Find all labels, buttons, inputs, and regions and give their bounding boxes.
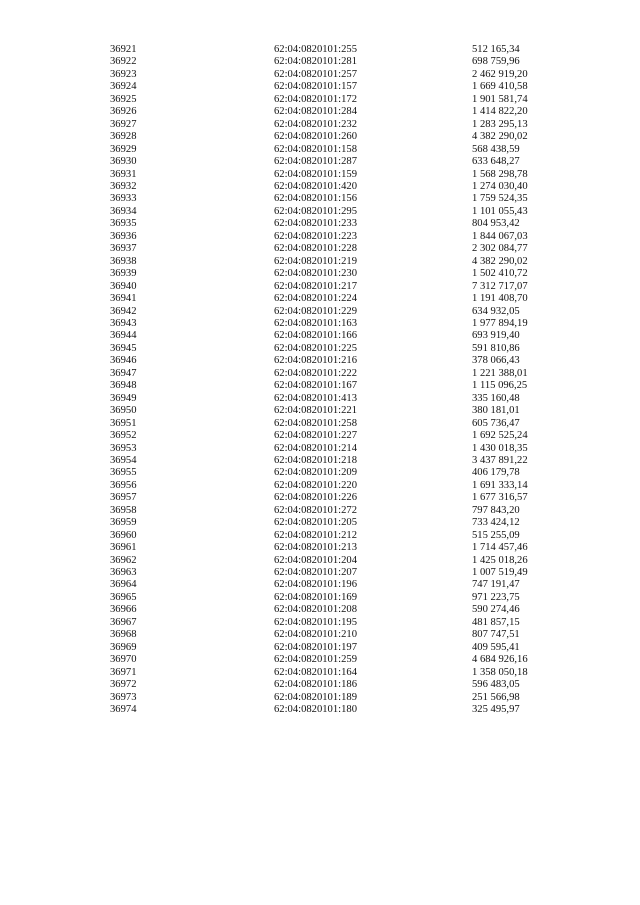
row-number-cell: 36973	[110, 691, 137, 703]
cadastral-value-cell: 251 566,98	[472, 691, 520, 703]
cadastral-value-cell: 4 684 926,16	[472, 654, 528, 666]
cadastral-number-cell: 62:04:0820101:216	[274, 355, 357, 367]
table-row	[110, 231, 592, 243]
cadastral-number-cell: 62:04:0820101:228	[274, 243, 357, 255]
cadastral-value-cell: 634 932,05	[472, 305, 520, 317]
cadastral-value-cell: 1 714 457,46	[472, 542, 528, 554]
cadastral-value-cell: 568 438,59	[472, 143, 520, 155]
cadastral-value-cell: 1 691 333,14	[472, 479, 528, 491]
cadastral-number-cell: 62:04:0820101:224	[274, 293, 357, 305]
row-number-cell: 36931	[110, 168, 137, 180]
cadastral-number-cell: 62:04:0820101:219	[274, 255, 357, 267]
cadastral-number-cell: 62:04:0820101:212	[274, 529, 357, 541]
cadastral-value-cell: 1 101 055,43	[472, 205, 528, 217]
cadastral-value-cell: 515 255,09	[472, 529, 520, 541]
cadastral-number-cell: 62:04:0820101:258	[274, 417, 357, 429]
row-number-cell: 36965	[110, 591, 137, 603]
row-number-cell: 36936	[110, 230, 137, 242]
row-number-cell: 36925	[110, 93, 137, 105]
cadastral-value-cell: 971 223,75	[472, 591, 520, 603]
cadastral-number-cell: 62:04:0820101:197	[274, 641, 357, 653]
cadastral-number-cell: 62:04:0820101:164	[274, 666, 357, 678]
table-body	[110, 44, 592, 716]
table-row	[110, 293, 592, 305]
table-row	[110, 144, 592, 156]
row-number-cell: 36940	[110, 280, 137, 292]
cadastral-number-cell: 62:04:0820101:207	[274, 567, 357, 579]
cadastral-number-cell: 62:04:0820101:204	[274, 554, 357, 566]
table-row	[110, 604, 592, 616]
cadastral-number-cell: 62:04:0820101:210	[274, 629, 357, 641]
table-row	[110, 579, 592, 591]
cadastral-number-cell: 62:04:0820101:158	[274, 143, 357, 155]
cadastral-value-cell: 633 648,27	[472, 156, 520, 168]
row-number-cell: 36927	[110, 118, 137, 130]
table-row	[110, 44, 592, 56]
row-number-cell: 36945	[110, 342, 137, 354]
row-number-cell: 36930	[110, 156, 137, 168]
table-row	[110, 94, 592, 106]
row-number-cell: 36959	[110, 517, 137, 529]
table-row	[110, 355, 592, 367]
row-number-cell: 36960	[110, 529, 137, 541]
cadastral-number-cell: 62:04:0820101:189	[274, 691, 357, 703]
cadastral-number-cell: 62:04:0820101:255	[274, 44, 357, 55]
table-row	[110, 268, 592, 280]
row-number-cell: 36933	[110, 193, 137, 205]
row-number-cell: 36968	[110, 629, 137, 641]
cadastral-value-cell: 1 568 298,78	[472, 168, 528, 180]
row-number-cell: 36932	[110, 180, 137, 192]
row-number-cell: 36961	[110, 542, 137, 554]
cadastral-value-cell: 1 191 408,70	[472, 293, 528, 305]
cadastral-value-cell: 1 007 519,49	[472, 567, 528, 579]
table-row	[110, 704, 592, 716]
cadastral-value-cell: 1 677 316,57	[472, 492, 528, 504]
row-number-cell: 36942	[110, 305, 137, 317]
table-row	[110, 106, 592, 118]
cadastral-value-cell: 3 437 891,22	[472, 454, 528, 466]
cadastral-value-cell: 325 495,97	[472, 704, 520, 716]
row-number-cell: 36924	[110, 81, 137, 93]
cadastral-value-cell: 804 953,42	[472, 218, 520, 230]
row-number-cell: 36926	[110, 106, 137, 118]
cadastral-number-cell: 62:04:0820101:209	[274, 467, 357, 479]
row-number-cell: 36947	[110, 367, 137, 379]
table-row	[110, 243, 592, 255]
cadastral-value-cell: 409 595,41	[472, 641, 520, 653]
row-number-cell: 36935	[110, 218, 137, 230]
cadastral-value-cell: 1 844 067,03	[472, 230, 528, 242]
cadastral-value-cell: 378 066,43	[472, 355, 520, 367]
cadastral-number-cell: 62:04:0820101:257	[274, 68, 357, 80]
cadastral-value-cell: 4 382 290,02	[472, 255, 528, 267]
table-row	[110, 542, 592, 554]
row-number-cell: 36922	[110, 56, 137, 68]
row-number-cell: 36967	[110, 616, 137, 628]
cadastral-value-cell: 590 274,46	[472, 604, 520, 616]
cadastral-number-cell: 62:04:0820101:169	[274, 591, 357, 603]
row-number-cell: 36964	[110, 579, 137, 591]
table-row	[110, 443, 592, 455]
row-number-cell: 36974	[110, 704, 137, 716]
table-row	[110, 467, 592, 479]
cadastral-number-cell: 62:04:0820101:287	[274, 156, 357, 168]
cadastral-number-cell: 62:04:0820101:225	[274, 342, 357, 354]
row-number-cell: 36962	[110, 554, 137, 566]
table-row	[110, 318, 592, 330]
cadastral-value-cell: 1 759 524,35	[472, 193, 528, 205]
table-row	[110, 156, 592, 168]
cadastral-value-cell: 747 191,47	[472, 579, 520, 591]
cadastral-number-cell: 62:04:0820101:281	[274, 56, 357, 68]
cadastral-number-cell: 62:04:0820101:180	[274, 704, 357, 716]
table-row	[110, 430, 592, 442]
cadastral-value-cell: 733 424,12	[472, 517, 520, 529]
cadastral-value-cell: 1 669 410,58	[472, 81, 528, 93]
table-row	[110, 193, 592, 205]
table-row	[110, 692, 592, 704]
cadastral-value-cell: 1 283 295,13	[472, 118, 528, 130]
table-row	[110, 393, 592, 405]
table-row	[110, 455, 592, 467]
table-row	[110, 405, 592, 417]
table-row	[110, 343, 592, 355]
cadastral-value-cell: 406 179,78	[472, 467, 520, 479]
cadastral-number-cell: 62:04:0820101:230	[274, 268, 357, 280]
table-row	[110, 368, 592, 380]
table-row	[110, 480, 592, 492]
table-row	[110, 330, 592, 342]
table-row	[110, 81, 592, 93]
cadastral-value-cell: 1 358 050,18	[472, 666, 528, 678]
cadastral-value-cell: 4 382 290,02	[472, 131, 528, 143]
row-number-cell: 36934	[110, 205, 137, 217]
table-row	[110, 181, 592, 193]
cadastral-value-cell: 1 425 018,26	[472, 554, 528, 566]
cadastral-number-cell: 62:04:0820101:232	[274, 118, 357, 130]
cadastral-number-cell: 62:04:0820101:259	[274, 654, 357, 666]
cadastral-number-cell: 62:04:0820101:233	[274, 218, 357, 230]
row-number-cell: 36972	[110, 679, 137, 691]
table-row	[110, 218, 592, 230]
cadastral-number-cell: 62:04:0820101:186	[274, 679, 357, 691]
cadastral-value-cell: 693 919,40	[472, 330, 520, 342]
row-number-cell: 36957	[110, 492, 137, 504]
cadastral-value-cell: 380 181,01	[472, 405, 520, 417]
table-row	[110, 492, 592, 504]
cadastral-number-cell: 62:04:0820101:218	[274, 454, 357, 466]
cadastral-number-cell: 62:04:0820101:295	[274, 205, 357, 217]
row-number-cell: 36943	[110, 317, 137, 329]
cadastral-value-cell: 1 901 581,74	[472, 93, 528, 105]
table-row	[110, 306, 592, 318]
cadastral-number-cell: 62:04:0820101:172	[274, 93, 357, 105]
cadastral-value-cell: 2 462 919,20	[472, 68, 528, 80]
table-row	[110, 119, 592, 131]
table-row	[110, 206, 592, 218]
table-row	[110, 169, 592, 181]
cadastral-number-cell: 62:04:0820101:213	[274, 542, 357, 554]
row-number-cell: 36955	[110, 467, 137, 479]
cadastral-number-cell: 62:04:0820101:272	[274, 504, 357, 516]
cadastral-value-cell: 2 302 084,77	[472, 243, 528, 255]
cadastral-number-cell: 62:04:0820101:226	[274, 492, 357, 504]
cadastral-value-cell: 512 165,34	[472, 44, 520, 55]
table-row	[110, 380, 592, 392]
table-row	[110, 679, 592, 691]
cadastral-number-cell: 62:04:0820101:413	[274, 392, 357, 404]
cadastral-number-cell: 62:04:0820101:196	[274, 579, 357, 591]
row-number-cell: 36949	[110, 392, 137, 404]
cadastral-number-cell: 62:04:0820101:217	[274, 280, 357, 292]
table-row	[110, 281, 592, 293]
cadastral-number-cell: 62:04:0820101:167	[274, 380, 357, 392]
row-number-cell: 36939	[110, 268, 137, 280]
row-number-cell: 36951	[110, 417, 137, 429]
cadastral-value-cell: 698 759,96	[472, 56, 520, 68]
row-number-cell: 36946	[110, 355, 137, 367]
table-row	[110, 567, 592, 579]
cadastral-number-cell: 62:04:0820101:195	[274, 616, 357, 628]
table-row	[110, 555, 592, 567]
cadastral-value-cell: 807 747,51	[472, 629, 520, 641]
cadastral-number-cell: 62:04:0820101:214	[274, 442, 357, 454]
cadastral-value-cell: 481 857,15	[472, 616, 520, 628]
cadastral-value-cell: 1 274 030,40	[472, 180, 528, 192]
table-row	[110, 629, 592, 641]
row-number-cell: 36928	[110, 131, 137, 143]
cadastral-number-cell: 62:04:0820101:157	[274, 81, 357, 93]
row-number-cell: 36954	[110, 454, 137, 466]
cadastral-value-cell: 1 692 525,24	[472, 430, 528, 442]
cadastral-number-cell: 62:04:0820101:208	[274, 604, 357, 616]
cadastral-number-cell: 62:04:0820101:156	[274, 193, 357, 205]
table-row	[110, 69, 592, 81]
cadastral-value-cell: 1 977 894,19	[472, 317, 528, 329]
cadastral-value-cell: 797 843,20	[472, 504, 520, 516]
row-number-cell: 36971	[110, 666, 137, 678]
row-number-cell: 36937	[110, 243, 137, 255]
table-row	[110, 592, 592, 604]
cadastral-value-cell: 7 312 717,07	[472, 280, 528, 292]
cadastral-number-cell: 62:04:0820101:420	[274, 180, 357, 192]
table-row	[110, 505, 592, 517]
row-number-cell: 36963	[110, 567, 137, 579]
row-number-cell: 36921	[110, 44, 137, 55]
row-number-cell: 36953	[110, 442, 137, 454]
table-row	[110, 642, 592, 654]
cadastral-number-cell: 62:04:0820101:205	[274, 517, 357, 529]
row-number-cell: 36938	[110, 255, 137, 267]
cadastral-number-cell: 62:04:0820101:222	[274, 367, 357, 379]
row-number-cell: 36956	[110, 479, 137, 491]
row-number-cell: 36950	[110, 405, 137, 417]
row-number-cell: 36929	[110, 143, 137, 155]
cadastral-number-cell: 62:04:0820101:227	[274, 430, 357, 442]
cadastral-value-cell: 605 736,47	[472, 417, 520, 429]
cadastral-value-cell: 1 502 410,72	[472, 268, 528, 280]
cadastral-value-table	[110, 44, 592, 716]
cadastral-value-cell: 1 115 096,25	[472, 380, 528, 392]
row-number-cell: 36923	[110, 68, 137, 80]
cadastral-number-cell: 62:04:0820101:159	[274, 168, 357, 180]
cadastral-number-cell: 62:04:0820101:260	[274, 131, 357, 143]
table-row	[110, 56, 592, 68]
table-row	[110, 418, 592, 430]
table-row	[110, 667, 592, 679]
cadastral-value-cell: 1 221 388,01	[472, 367, 528, 379]
row-number-cell: 36966	[110, 604, 137, 616]
row-number-cell: 36969	[110, 641, 137, 653]
cadastral-value-cell: 591 810,86	[472, 342, 520, 354]
cadastral-number-cell: 62:04:0820101:163	[274, 317, 357, 329]
table-row	[110, 131, 592, 143]
cadastral-value-cell: 596 483,05	[472, 679, 520, 691]
row-number-cell: 36944	[110, 330, 137, 342]
table-row	[110, 256, 592, 268]
table-row	[110, 654, 592, 666]
table-row	[110, 617, 592, 629]
row-number-cell: 36958	[110, 504, 137, 516]
cadastral-value-cell: 1 430 018,35	[472, 442, 528, 454]
row-number-cell: 36952	[110, 430, 137, 442]
cadastral-number-cell: 62:04:0820101:284	[274, 106, 357, 118]
row-number-cell: 36941	[110, 293, 137, 305]
cadastral-number-cell: 62:04:0820101:166	[274, 330, 357, 342]
cadastral-number-cell: 62:04:0820101:220	[274, 479, 357, 491]
row-number-cell: 36970	[110, 654, 137, 666]
row-number-cell: 36948	[110, 380, 137, 392]
cadastral-number-cell: 62:04:0820101:223	[274, 230, 357, 242]
cadastral-number-cell: 62:04:0820101:221	[274, 405, 357, 417]
cadastral-value-cell: 1 414 822,20	[472, 106, 528, 118]
table-row	[110, 517, 592, 529]
cadastral-value-cell: 335 160,48	[472, 392, 520, 404]
table-row	[110, 530, 592, 542]
cadastral-number-cell: 62:04:0820101:229	[274, 305, 357, 317]
